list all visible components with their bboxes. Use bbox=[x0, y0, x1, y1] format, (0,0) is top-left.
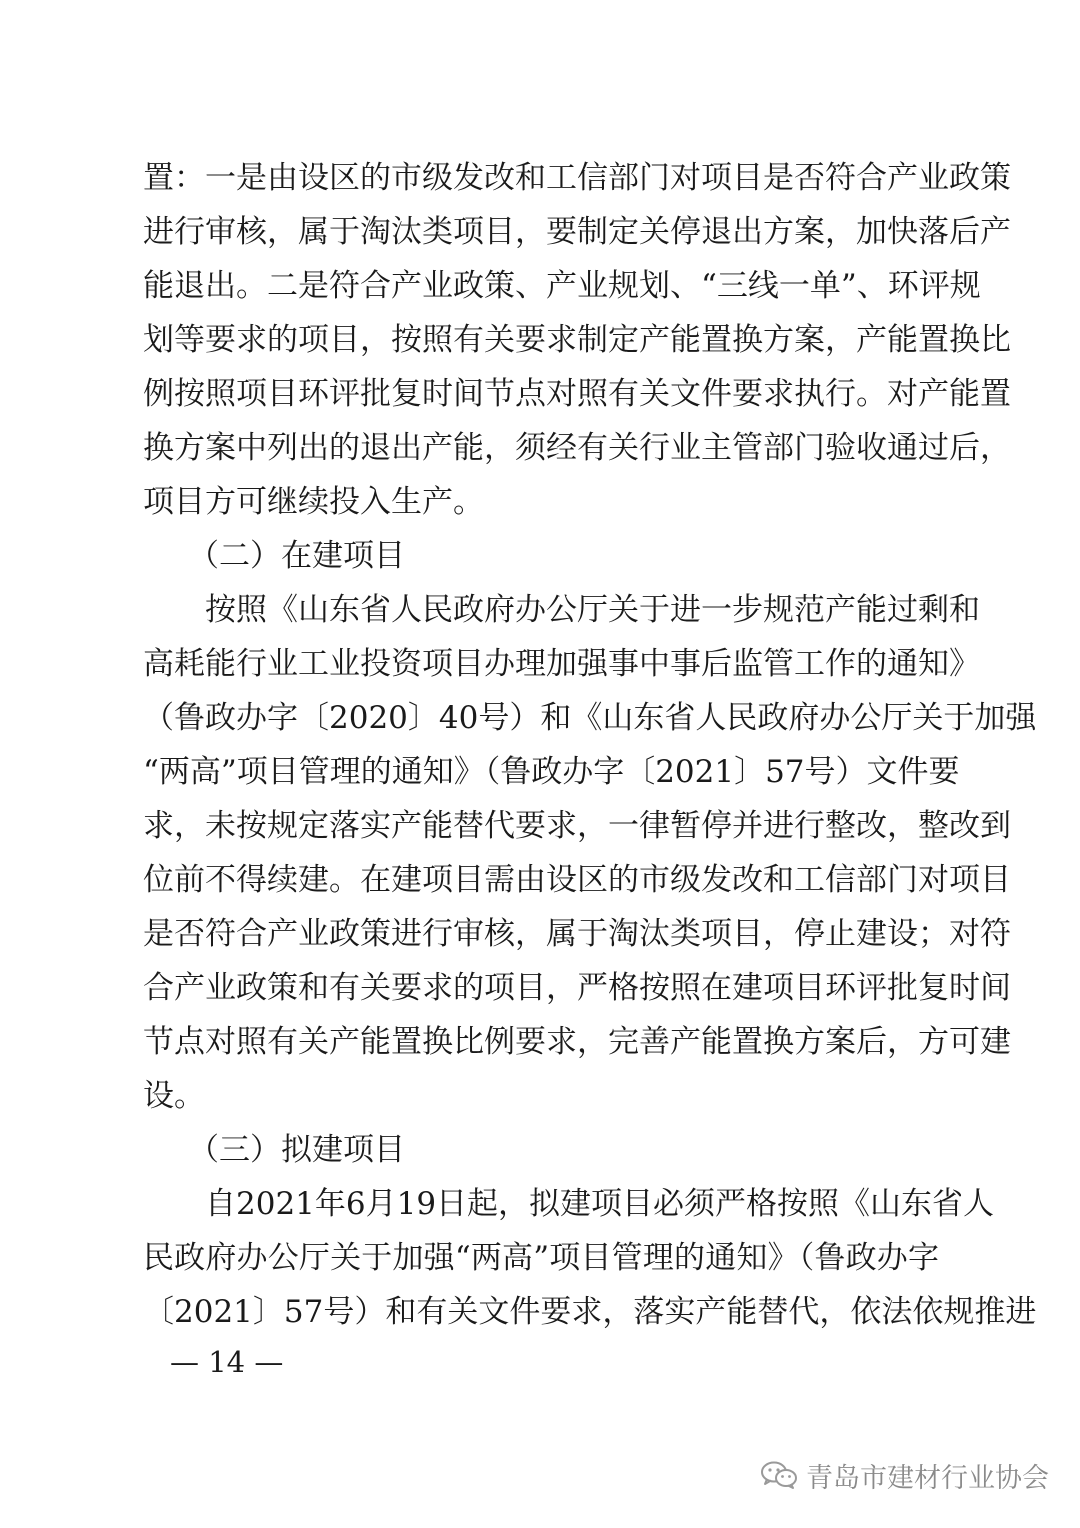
text-line: 进行审核，属于淘汰类项目，要制定关停退出方案，加快落后产 bbox=[143, 214, 1011, 250]
text-line: 例按照项目环评批复时间节点对照有关文件要求执行。对产能置 bbox=[143, 376, 1011, 412]
text-line: 按照《山东省人民政府办公厅关于进一步规范产能过剩和 bbox=[205, 592, 980, 628]
wechat-icon bbox=[760, 1460, 798, 1490]
text-line: 高耗能行业工业投资项目办理加强事中事后监管工作的通知》 bbox=[143, 646, 980, 682]
text-line: 置：一是由设区的市级发改和工信部门对项目是否符合产业政策 bbox=[143, 160, 1011, 196]
text-line: 换方案中列出的退出产能，须经有关行业主管部门验收通过后， bbox=[143, 430, 1011, 466]
watermark bbox=[760, 1455, 1049, 1495]
text-line: 项目方可继续投入生产。 bbox=[143, 484, 484, 520]
text-line: 设。 bbox=[143, 1078, 205, 1114]
watermark-text: 青岛市建材行业协会 bbox=[806, 1462, 1049, 1494]
text-line: 自2021年6月19日起，拟建项目必须严格按照《山东省人 bbox=[205, 1186, 995, 1222]
text-line: 求，未按规定落实产能替代要求，一律暂停并进行整改，整改到 bbox=[143, 808, 1011, 844]
text-line: （鲁政办字〔2020〕40号）和《山东省人民政府办公厅关于加强 bbox=[143, 700, 1037, 736]
text-line: 节点对照有关产能置换比例要求，完善产能置换方案后，方可建 bbox=[143, 1024, 1011, 1060]
page-number: — 14 — bbox=[170, 1345, 284, 1379]
text-line: 划等要求的项目，按照有关要求制定产能置换方案，产能置换比 bbox=[143, 322, 1011, 358]
section-heading: （二）在建项目 bbox=[188, 538, 405, 574]
text-line: 能退出。二是符合产业政策、产业规划、“三线一单”、环评规 bbox=[143, 268, 981, 304]
section-heading: （三）拟建项目 bbox=[188, 1132, 405, 1168]
text-line: 民政府办公厅关于加强“两高”项目管理的通知》（鲁政办字 bbox=[143, 1240, 939, 1276]
text-line: “两高”项目管理的通知》（鲁政办字〔2021〕57号）文件要 bbox=[143, 754, 960, 790]
text-line: 位前不得续建。在建项目需由设区的市级发改和工信部门对项目 bbox=[143, 862, 1011, 898]
text-line: 〔2021〕57号）和有关文件要求，落实产能替代，依法依规推进 bbox=[143, 1294, 1037, 1330]
text-line: 是否符合产业政策进行审核，属于淘汰类项目，停止建设；对符 bbox=[143, 916, 1011, 952]
text-line: 合产业政策和有关要求的项目，严格按照在建项目环评批复时间 bbox=[143, 970, 1011, 1006]
